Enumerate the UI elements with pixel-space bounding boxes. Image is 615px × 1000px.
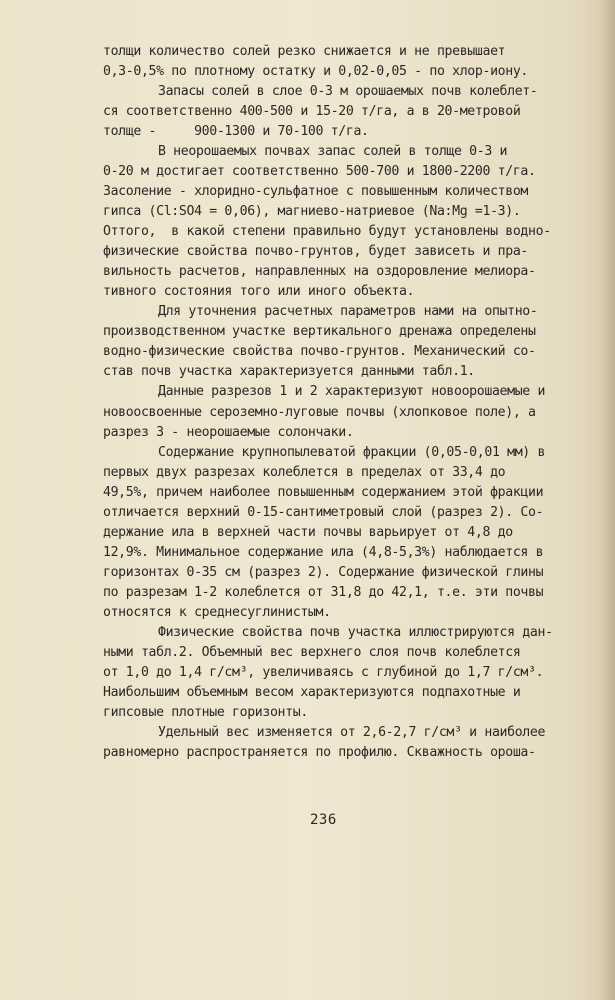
text-line: горизонтах 0-35 см (разрез 2). Содержание физической глины [103, 564, 544, 580]
text-line: вильность расчетов, направленных на оздоровление мелиора- [103, 264, 536, 280]
text-line: по разрезам 1-2 колеблется от 31,8 до 42,1, т.е. эти почвы [103, 584, 544, 600]
text-line: 0-20 м достигает соответственно 500-700 и 1800-2200 т/га. [103, 164, 536, 180]
text-line: толщи количество солей резко снижается и не превышает [103, 44, 506, 59]
text-line: Запасы солей в слое 0-3 м орошаемых почв колеблет- [158, 84, 538, 100]
text-line: держание ила в верхней части почвы варьирует от 4,8 до [103, 524, 513, 540]
text-line: В неорошаемых почвах запас солей в толще 0-3 и [158, 144, 508, 160]
text-line: Содержание крупнопылеватой фракции (0,05-0,01 мм) в [158, 444, 546, 460]
text-line: Наибольшим объемным весом характеризуются подпахотные и [103, 684, 521, 700]
text-line: от 1,0 до 1,4 г/см³, увеличиваясь с глубиной до 1,7 г/см³. [103, 664, 544, 680]
text-line: Оттого, в какой степени правильно будут установлены водно- [103, 224, 551, 240]
text-line: 12,9%. Минимальное содержание ила (4,8-5,3%) наблюдается в [103, 544, 544, 560]
text-line: водно-физические свойства почво-грунтов. Механический со- [103, 344, 536, 360]
text-line: Данные разрезов 1 и 2 характеризуют новоорошаемые и [158, 384, 546, 400]
text-line: первых двух разрезах колеблется в пределах от 33,4 до [103, 464, 506, 480]
text-line: физические свойства почво-грунтов, будет зависеть и пра- [103, 244, 529, 260]
text-line: Удельный вес изменяется от 2,6-2,7 г/см³ и наиболее [158, 724, 546, 740]
text-line: Засоление - хлоридно-сульфатное с повышенным количеством [103, 184, 529, 200]
text-line: производственном участке вертикального дренажа определены [103, 324, 536, 340]
text-line: 0,3-0,5% по плотному остатку и 0,02-0,05 - по хлор-иону. [103, 64, 529, 80]
page-spine-shadow [599, 0, 615, 1000]
text-line: гипса (Cl:SO4 = 0,06), магниево-натриевое (Na:Mg =1-3). [103, 204, 521, 220]
text-line: став почв участка характеризуется данными табл.1. [103, 364, 475, 380]
text-line: 49,5%, причем наиболее повышенным содержанием этой фракции [103, 484, 544, 500]
text-line: относятся к среднесуглинистым. [103, 604, 331, 620]
text-line: разрез 3 - неорошаемые солончаки. [103, 424, 354, 440]
text-line: ными табл.2. Объемный вес верхнего слоя почв колеблется [103, 644, 521, 660]
page-number: 236 [310, 812, 337, 828]
text-line: Для уточнения расчетных параметров нами на опытно- [158, 304, 538, 320]
text-line: Физические свойства почв участка иллюстрируются дан- [158, 624, 553, 640]
text-line: гипсовые плотные горизонты. [103, 704, 308, 720]
text-line: отличается верхний 0-15-сантиметровый слой (разрез 2). Со- [103, 504, 544, 520]
text-line: новоосвоенные сероземно-луговые почвы (хлопковое поле), а [103, 404, 536, 420]
text-line: толще - 900-1300 и 70-100 т/га. [103, 124, 369, 140]
text-line: тивного состояния того или иного объекта. [103, 284, 415, 300]
text-line: равномерно распространяется по профилю. Скважность ороша- [103, 745, 536, 760]
text-line: ся соответственно 400-500 и 15-20 т/га, а в 20-метровой [103, 104, 521, 120]
